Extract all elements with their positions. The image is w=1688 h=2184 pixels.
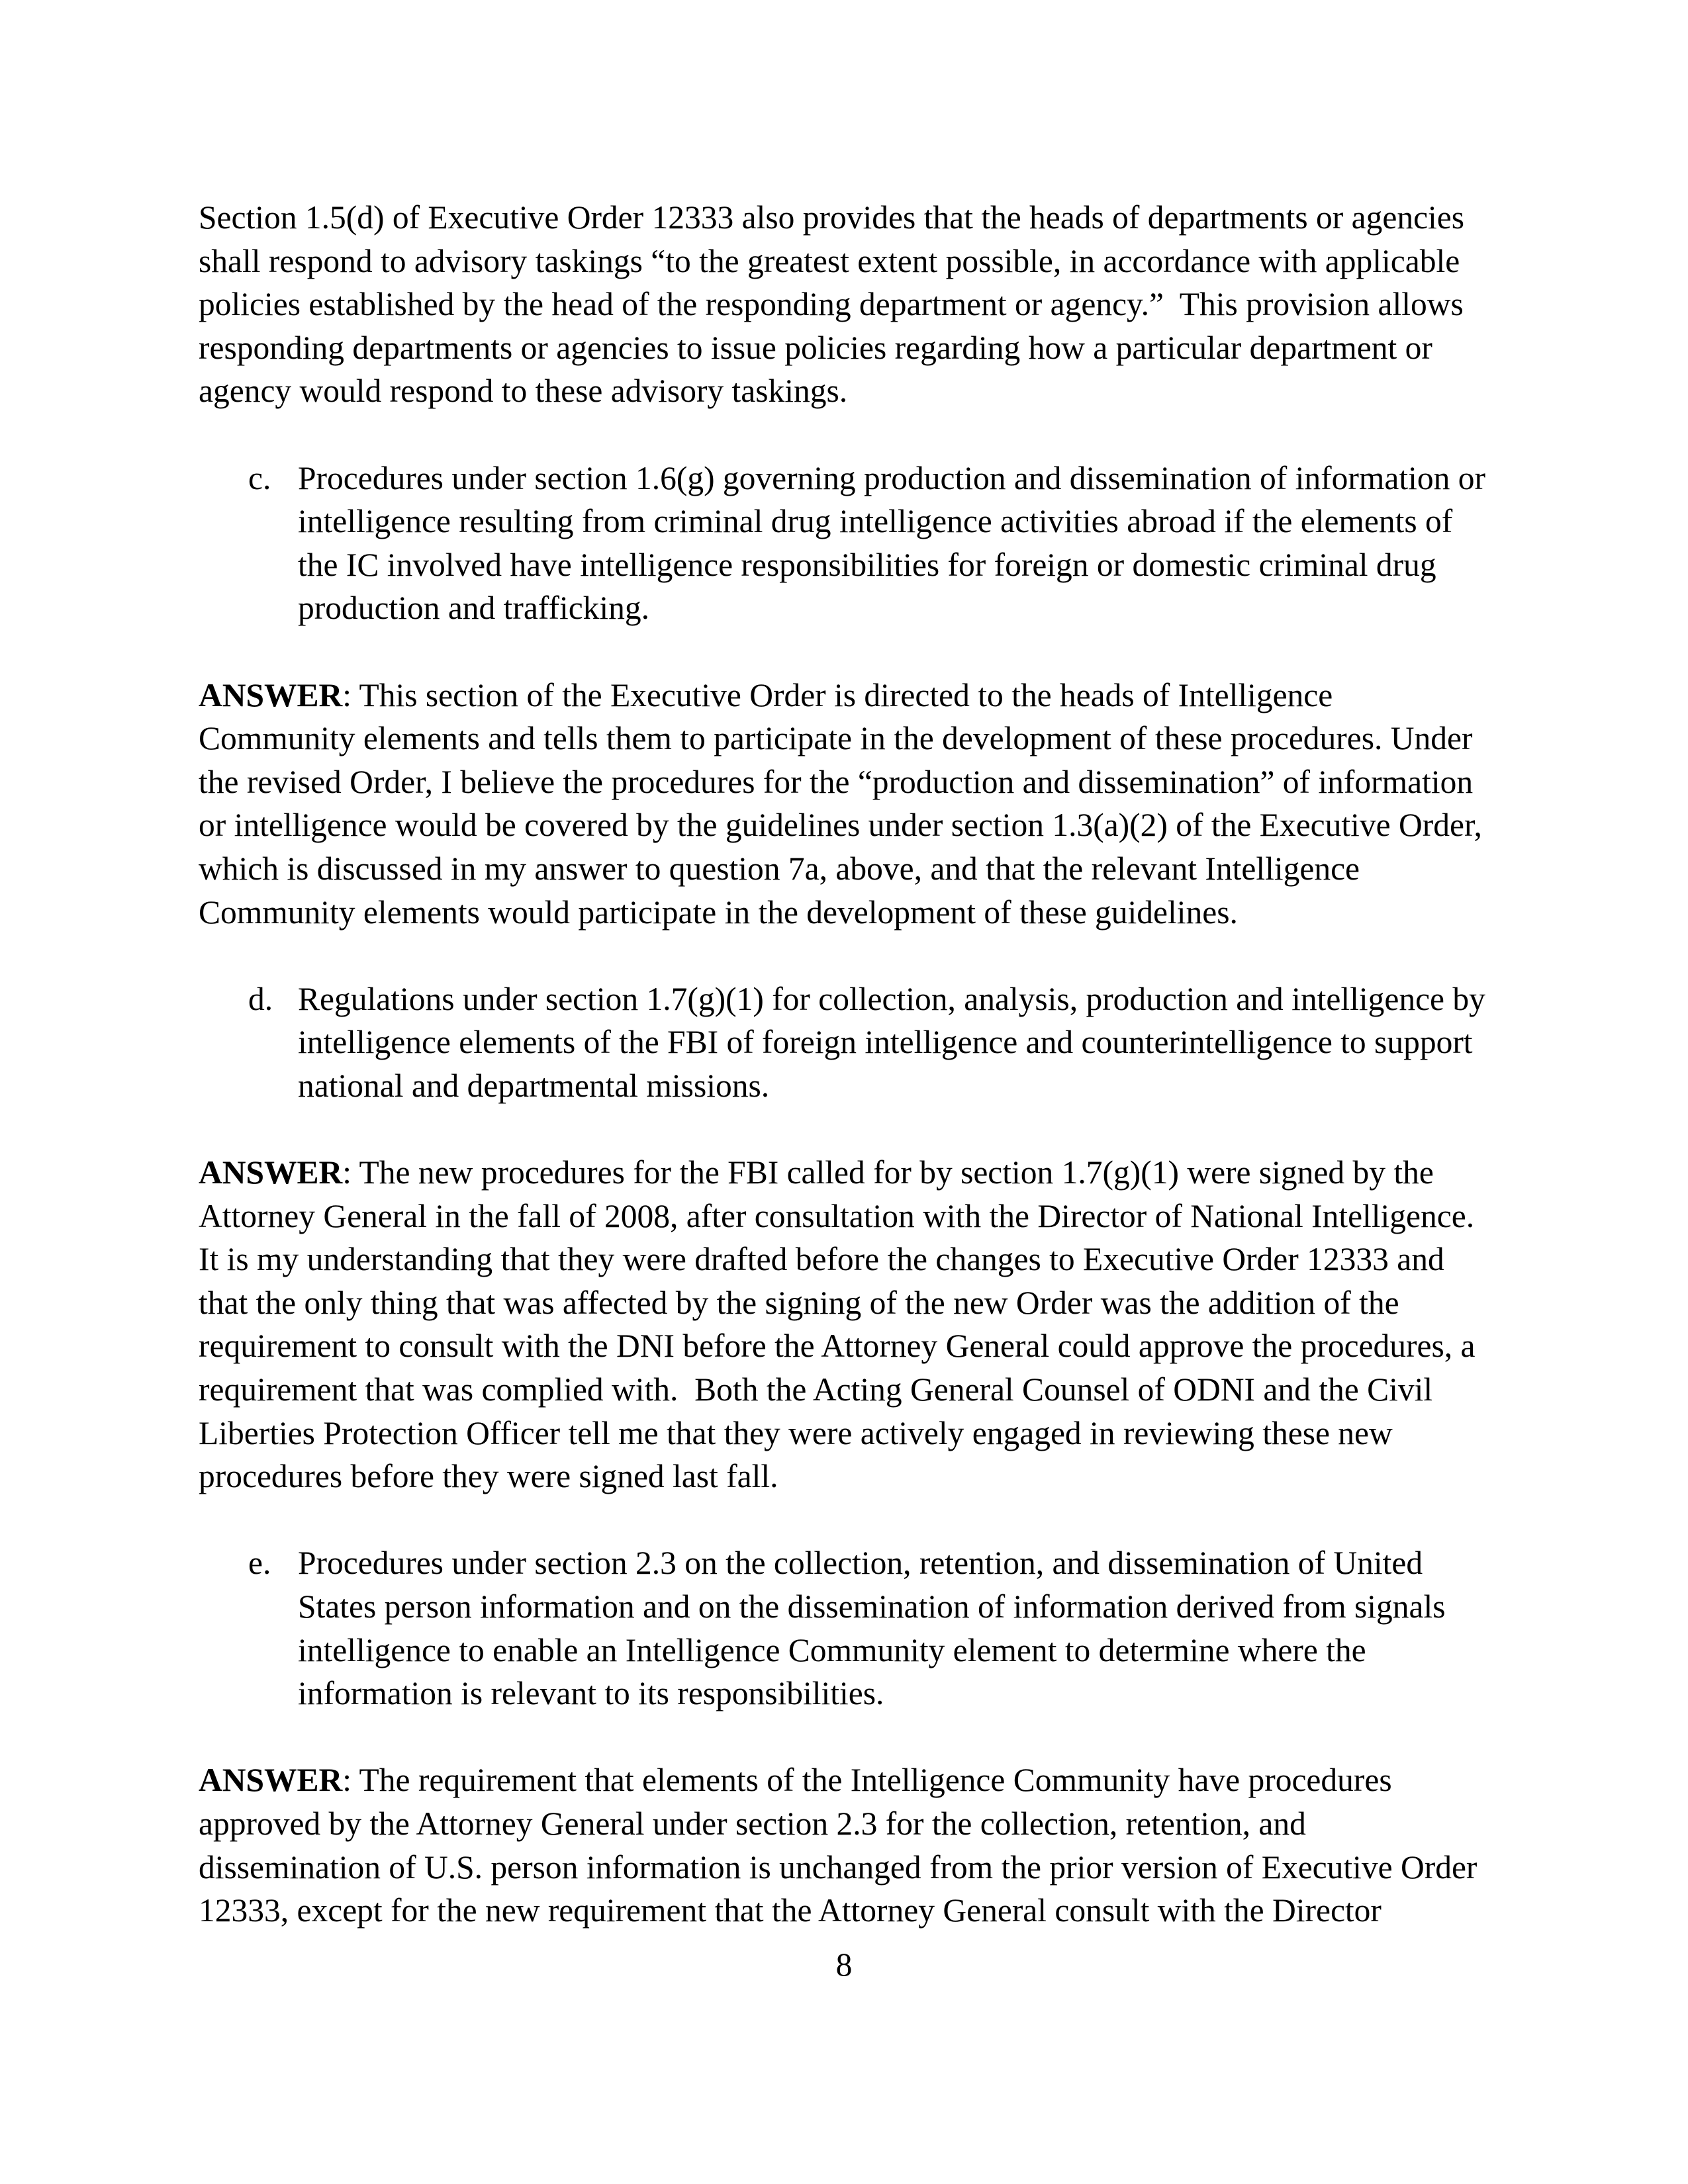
answer-text: : This section of the Executive Order is directed to the heads of Intelligence Community elements and tells them to participate in the development of these procedures. Under the revised Order, I believe the procedures for the “production and dissemination” of information or intelligence would be covered by the guidelines under section 1.3(a)(2) of the Executive Order, which is discussed in my answer to question 7a, above, and that the relevant Intelligence Community elements would participate in the development of these guidelines. <box>199 676 1482 931</box>
question-text: Regulations under section 1.7(g)(1) for collection, analysis, production and intelligence by intelligence elements of the FBI of foreign intelligence and counterintelligence to support national and departmental missions. <box>298 980 1485 1104</box>
intro-paragraph: Section 1.5(d) of Executive Order 12333 also provides that the heads of departments or agencies shall respond to advisory taskings “to the greatest extent possible, in accordance with applicable policies established by the head of the responding department or agency.” This provision allows responding departments or agencies to issue policies regarding how a particular department or agency would respond to these advisory taskings. <box>199 199 1465 410</box>
document-page <box>199 196 1489 1976</box>
answer-label: ANSWER <box>199 1154 343 1191</box>
question-text: Procedures under section 2.3 on the collection, retention, and dissemination of United States person information and on the dissemination of information derived from signals intelligence to enable an Intelligence Community element to determine where the information is relevant to its responsibilities. <box>298 1545 1446 1712</box>
question-item-e <box>199 1541 1489 1715</box>
answer-paragraph-e <box>199 1758 1489 1932</box>
list-marker: c. <box>248 459 271 496</box>
answer-text: : The requirement that elements of the Intelligence Community have procedures approved by the Attorney General under section 2.3 for the collection, retention, and dissemination of U.S. person information is unchanged from the prior version of Executive Order 12333, except for the new requirement that the Attorney General consult with the Director <box>199 1762 1477 1929</box>
answer-paragraph-c <box>199 674 1489 934</box>
question-item-c <box>199 457 1489 630</box>
answer-text: : The new procedures for the FBI called for by section 1.7(g)(1) were signed by the Attorney General in the fall of 2008, after consultation with the Director of National Intelligence. It is my understanding that they were drafted before the changes to Executive Order 12333 and that the only thing that was affected by the signing of the new Order was the addition of the requirement to consult with the DNI before the Attorney General could approve the procedures, a requirement that was complied with. Both the Acting General Counsel of ODNI and the Civil Liberties Protection Officer tell me that they were actively engaged in reviewing these new procedures before they were signed last fall. <box>199 1154 1476 1495</box>
question-text: Procedures under section 1.6(g) governing production and dissemination of information or intelligence resulting from criminal drug intelligence activities abroad if the elements of the IC involved have intelligence responsibilities for foreign or domestic criminal drug production and trafficking. <box>298 459 1485 627</box>
answer-label: ANSWER <box>199 1762 343 1799</box>
list-marker: e. <box>248 1545 271 1582</box>
answer-paragraph-d <box>199 1151 1489 1498</box>
answer-label: ANSWER <box>199 676 343 713</box>
question-item-d <box>199 978 1489 1108</box>
page-number: 8 <box>835 1946 853 1983</box>
list-marker: d. <box>248 980 273 1017</box>
